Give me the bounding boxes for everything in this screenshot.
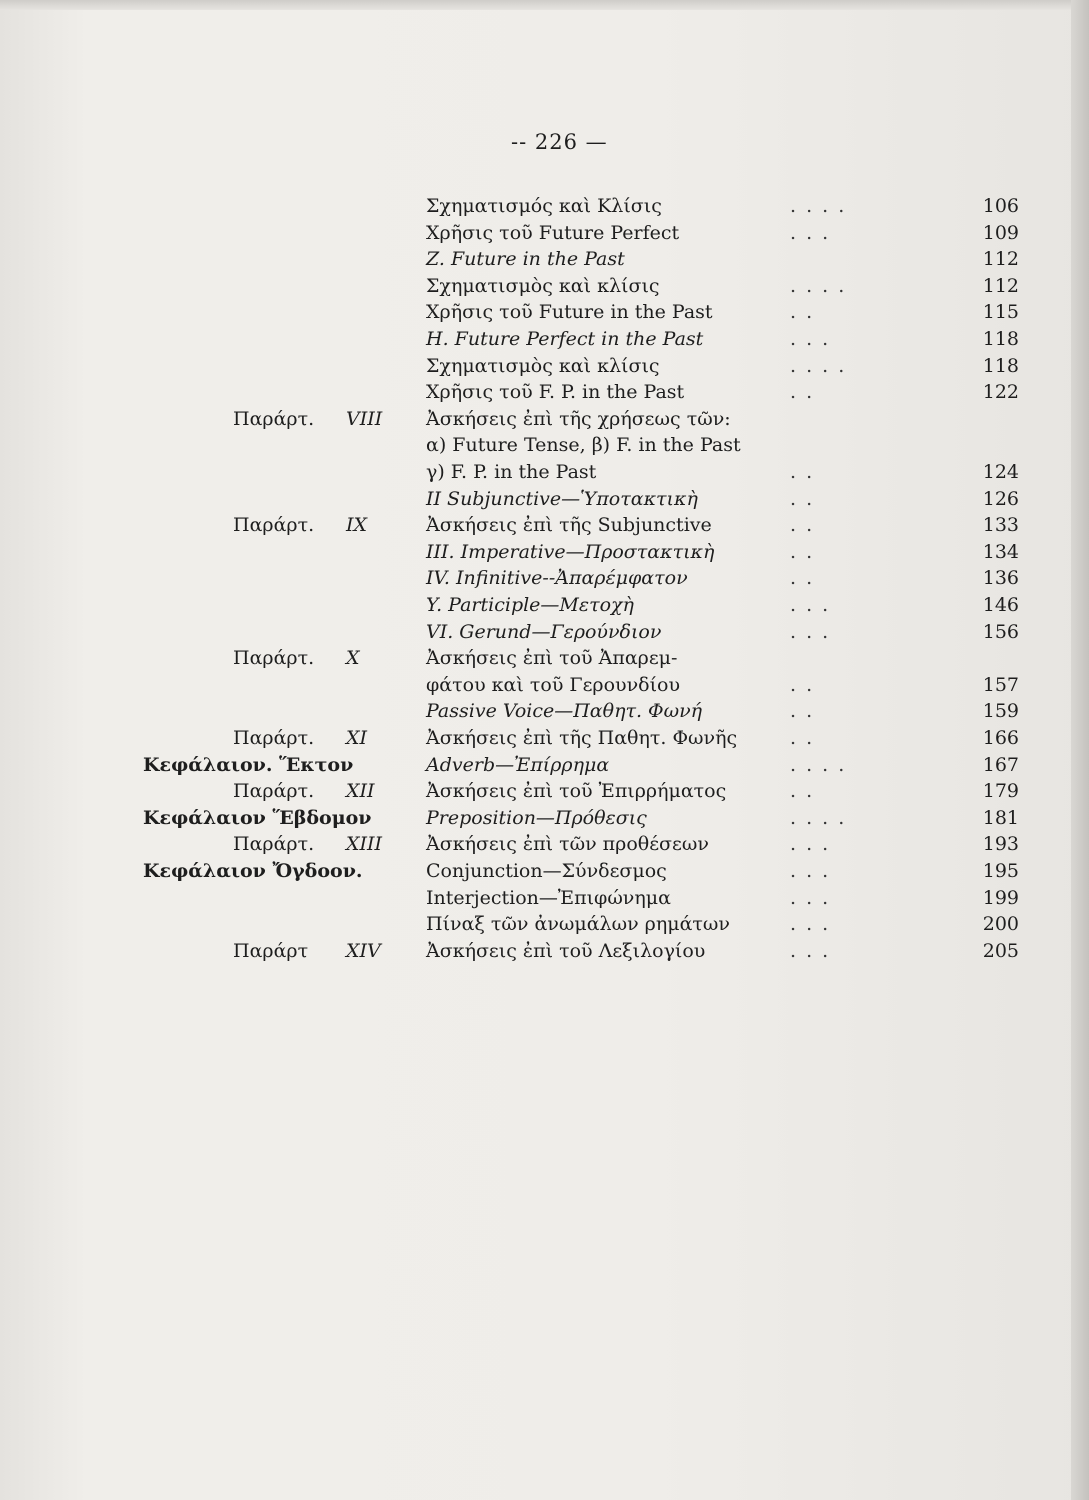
dot-leader: . . . . xyxy=(790,274,847,297)
toc-row xyxy=(0,725,1089,751)
dot-leader: . . xyxy=(790,540,815,563)
dot-leader: . . xyxy=(790,301,815,324)
entry-page-number: 181 xyxy=(982,806,1019,829)
dot-leader: . . xyxy=(790,567,815,590)
entry-title: Σχηματισμὸς καὶ κλίσις xyxy=(426,354,660,377)
entry-page-number: 199 xyxy=(982,886,1019,909)
toc-row xyxy=(0,273,1089,299)
dot-leader: . . . xyxy=(790,939,831,962)
dot-leader: . . . . xyxy=(790,195,847,217)
page-number: -- 226 — xyxy=(511,130,608,154)
entry-title: Ἀσκήσεις ἐπὶ τῆς χρήσεως τῶν: xyxy=(426,407,731,430)
entry-page-number: 106 xyxy=(982,195,1019,217)
entry-page-number: 112 xyxy=(982,248,1019,271)
entry-page-number: 179 xyxy=(982,780,1019,803)
entry-title: II Subjunctive—Ὑποτακτικὴ xyxy=(426,487,698,510)
dot-leader: . . . xyxy=(790,620,831,643)
appendix-label: Παράρτ xyxy=(233,939,309,962)
dot-leader: . . xyxy=(790,780,815,803)
toc-row xyxy=(0,672,1089,698)
dot-leader: . . . xyxy=(790,833,831,856)
entry-title: IV. Infinitive--Ἀπαρέμφατον xyxy=(426,567,688,590)
entry-title: Ἀσκήσεις ἐπὶ τῆς Παθητ. Φωνῆς xyxy=(426,727,738,749)
appendix-number: XI xyxy=(346,727,368,749)
entry-page-number: 167 xyxy=(982,753,1019,776)
appendix-label: Παράρτ. xyxy=(233,833,315,856)
dot-leader: . . xyxy=(790,461,815,483)
entry-page-number: 166 xyxy=(982,727,1019,749)
entry-title: Χρῆσις τοῦ F. P. in the Past xyxy=(426,381,685,404)
entry-title: Interjection—Ἐπιφώνημα xyxy=(426,886,671,909)
entry-title: Passive Voice—Παθητ. Φωνή xyxy=(426,700,703,723)
entry-title: Conjunction—Σύνδεσμος xyxy=(426,860,667,882)
toc-row xyxy=(0,565,1089,591)
entry-title: Adverb—Ἐπίρρημα xyxy=(426,753,610,776)
entry-title: Ἀσκήσεις ἐπὶ τοῦ Ἐπιρρήματος xyxy=(426,780,727,803)
appendix-number: XII xyxy=(346,780,375,803)
toc-row xyxy=(0,459,1089,485)
entry-page-number: 146 xyxy=(982,594,1019,616)
toc-row xyxy=(0,645,1089,671)
entry-page-number: 195 xyxy=(982,860,1019,882)
dot-leader: . . . xyxy=(790,594,831,616)
entry-page-number: 193 xyxy=(982,833,1019,856)
entry-title: Ἀσκήσεις ἐπὶ τῆς Subjunctive xyxy=(426,514,712,537)
toc-row xyxy=(0,353,1089,379)
dot-leader: . . . xyxy=(790,913,831,936)
appendix-number: XIV xyxy=(346,939,381,962)
toc-row xyxy=(0,698,1089,724)
toc-row xyxy=(0,299,1089,325)
toc-row xyxy=(0,831,1089,857)
entry-title: γ) F. P. in the Past xyxy=(426,461,597,483)
entry-page-number: 200 xyxy=(982,913,1019,936)
dot-leader: . . . xyxy=(790,886,831,909)
entry-title: Z. Future in the Past xyxy=(426,248,625,271)
appendix-label: Παράρτ. xyxy=(233,514,315,537)
appendix-number: VIII xyxy=(346,407,383,430)
toc-row xyxy=(0,486,1089,512)
entry-title: Y. Participle—Μετοχὴ xyxy=(426,594,634,616)
chapter-label: Κεφάλαιον. Ἕκτον xyxy=(143,753,354,776)
entry-page-number: 122 xyxy=(982,381,1019,404)
entry-page-number: 133 xyxy=(982,514,1019,537)
entry-title: III. Imperative—Προστακτικὴ xyxy=(426,540,715,563)
toc-row xyxy=(0,885,1089,911)
entry-page-number: 115 xyxy=(982,301,1019,324)
appendix-number: X xyxy=(346,647,360,670)
entry-page-number: 112 xyxy=(982,274,1019,297)
chapter-label: Κεφάλαιον Ἕβδομον xyxy=(143,806,372,829)
toc-row xyxy=(0,512,1089,538)
toc-row xyxy=(0,379,1089,405)
entry-title: VI. Gerund—Γερούνδιον xyxy=(426,620,662,643)
entry-page-number: 124 xyxy=(982,461,1019,483)
entry-title: Πίναξ τῶν ἀνωμάλων ρημάτων xyxy=(426,913,730,936)
entry-page-number: 118 xyxy=(982,354,1019,377)
entry-page-number: 109 xyxy=(982,221,1019,244)
toc-row xyxy=(0,432,1089,458)
toc-row xyxy=(0,406,1089,432)
entry-title: Σχηματισμὸς καὶ κλίσις xyxy=(426,274,660,297)
toc-row xyxy=(0,220,1089,246)
appendix-label: Παράρτ. xyxy=(233,780,315,803)
appendix-number: XIII xyxy=(346,833,383,856)
entry-page-number: 157 xyxy=(982,673,1019,696)
toc-row xyxy=(0,193,1089,219)
entry-title: Ἀσκήσεις ἐπὶ τοῦ Λεξιλογίου xyxy=(426,939,706,962)
entry-title: Χρῆσις τοῦ Future in the Past xyxy=(426,301,713,324)
entry-title: H. Future Perfect in the Past xyxy=(426,328,704,350)
entry-title: α) Future Tense, β) F. in the Past xyxy=(426,434,741,457)
entry-page-number: 134 xyxy=(982,540,1019,563)
dot-leader: . . xyxy=(790,700,815,723)
toc-row xyxy=(0,778,1089,804)
entry-page-number: 136 xyxy=(982,567,1019,590)
dot-leader: . . . . xyxy=(790,806,847,829)
appendix-label: Παράρτ. xyxy=(233,407,315,430)
toc-row xyxy=(0,592,1089,618)
entry-title: Ἀσκήσεις ἐπὶ τῶν προθέσεων xyxy=(426,833,709,856)
dot-leader: . . . . xyxy=(790,753,847,776)
dot-leader: . . . xyxy=(790,328,831,350)
dot-leader: . . xyxy=(790,487,815,510)
appendix-label: Παράρτ. xyxy=(233,727,315,749)
appendix-number: IX xyxy=(346,514,368,537)
toc-row xyxy=(0,246,1089,272)
chapter-label: Κεφάλαιον Ὄγδοον. xyxy=(143,860,363,882)
dot-leader: . . . . xyxy=(790,354,847,377)
entry-page-number: 126 xyxy=(982,487,1019,510)
dot-leader: . . xyxy=(790,727,815,749)
dot-leader: . . xyxy=(790,381,815,404)
entry-title: φάτου καὶ τοῦ Γερουνδίου xyxy=(426,673,681,696)
toc-row xyxy=(0,326,1089,352)
entry-page-number: 118 xyxy=(982,328,1019,350)
toc-row xyxy=(0,539,1089,565)
toc-row xyxy=(0,619,1089,645)
dot-leader: . . xyxy=(790,514,815,537)
dot-leader: . . . xyxy=(790,860,831,882)
toc-row xyxy=(0,938,1089,964)
toc-row xyxy=(0,911,1089,937)
appendix-label: Παράρτ. xyxy=(233,647,315,670)
entry-page-number: 156 xyxy=(982,620,1019,643)
toc-row xyxy=(0,805,1089,831)
dot-leader: . . xyxy=(790,673,815,696)
entry-page-number: 159 xyxy=(982,700,1019,723)
dot-leader: . . . xyxy=(790,221,831,244)
entry-title: Χρῆσις τοῦ Future Perfect xyxy=(426,221,680,244)
entry-title: Ἀσκήσεις ἐπὶ τοῦ Ἀπαρεμ- xyxy=(426,647,678,670)
entry-title: Σχηματισμός καὶ Κλίσις xyxy=(426,195,662,217)
toc-row xyxy=(0,752,1089,778)
entry-page-number: 205 xyxy=(982,939,1019,962)
entry-title: Preposition—Πρόθεσις xyxy=(426,806,647,829)
toc-row xyxy=(0,858,1089,884)
